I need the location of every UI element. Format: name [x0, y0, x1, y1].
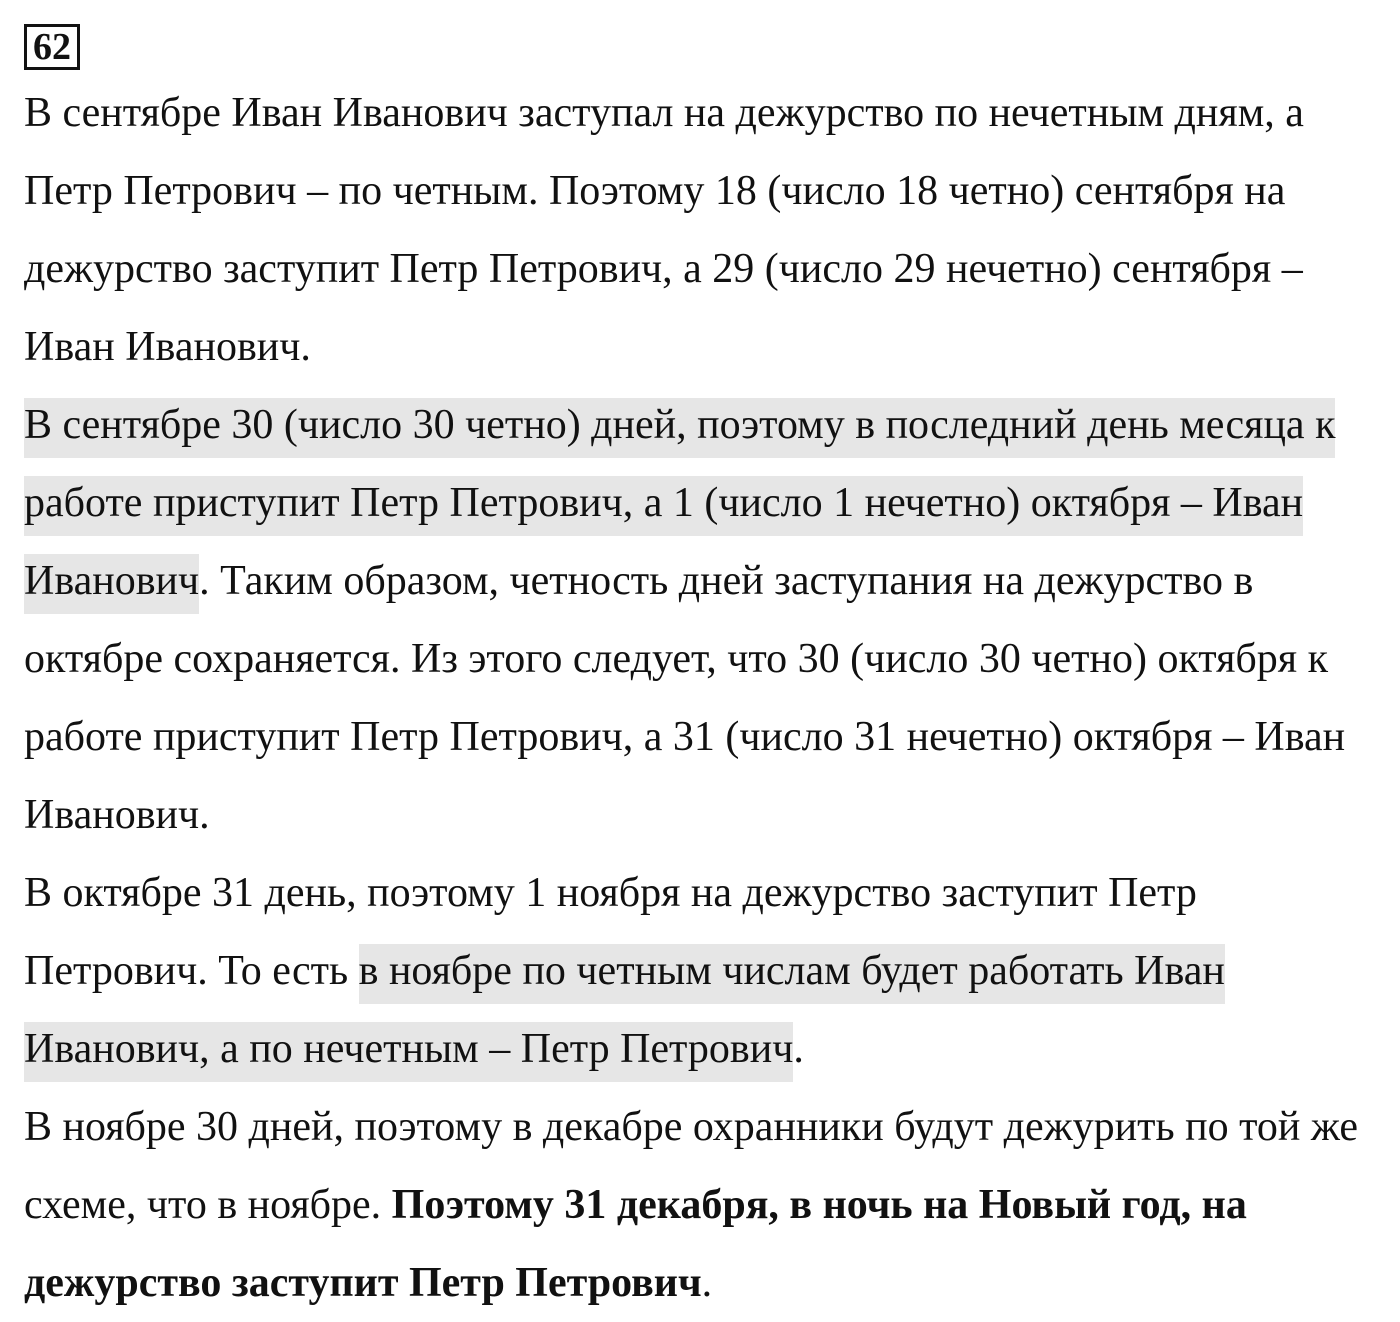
- paragraph-november-end: .: [793, 1026, 804, 1072]
- highlight-november-schedule: в ноябре по четным числам будет работать Иван Иванович, а по нечетным – Петр Петрович: [24, 944, 1225, 1082]
- paragraph-september-text: В сентябре Иван Иванович заступал на дежурство по нечетным дням, а Петр Петрович – по четным. Поэтому 18 (число 18 четно) сентября на дежурство заступит Петр Петрович, а 29 (число 29 нечетно) сентября – Иван Иванович.: [24, 90, 1304, 370]
- problem-number: 62: [24, 24, 80, 70]
- paragraph-september: [24, 74, 1364, 386]
- highlight-september-end: В сентябре 30 (число 30 четно) дней, поэтому в последний день месяца к работе приступит Петр Петрович, а 1 (число 1 нечетно) октября – Иван Иванович: [24, 398, 1335, 614]
- paragraph-december: [24, 1088, 1364, 1322]
- paragraph-december-text: В ноябре 30 дней, поэтому в декабре охранники будут дежурить по той же схеме, что в ноябре.: [24, 1104, 1358, 1228]
- paragraph-november-text: В октябре 31 день, поэтому 1 ноября на дежурство заступит Петр Петрович. То есть: [24, 870, 1197, 994]
- paragraph-october-text: . Таким образом, четность дней заступания на дежурство в октябре сохраняется. Из этого следует, что 30 (число 30 четно) октября к работе приступит Петр Петрович, а 31 (число 31 нечетно) октября – Иван Иванович.: [24, 558, 1346, 838]
- paragraph-november: [24, 854, 1364, 1088]
- solution-page: [24, 24, 1364, 1322]
- paragraph-december-end: .: [701, 1260, 713, 1306]
- paragraph-october: [24, 386, 1364, 854]
- answer-text: Поэтому 31 декабря, в ночь на Новый год, на дежурство заступит Петр Петрович: [24, 1182, 1247, 1306]
